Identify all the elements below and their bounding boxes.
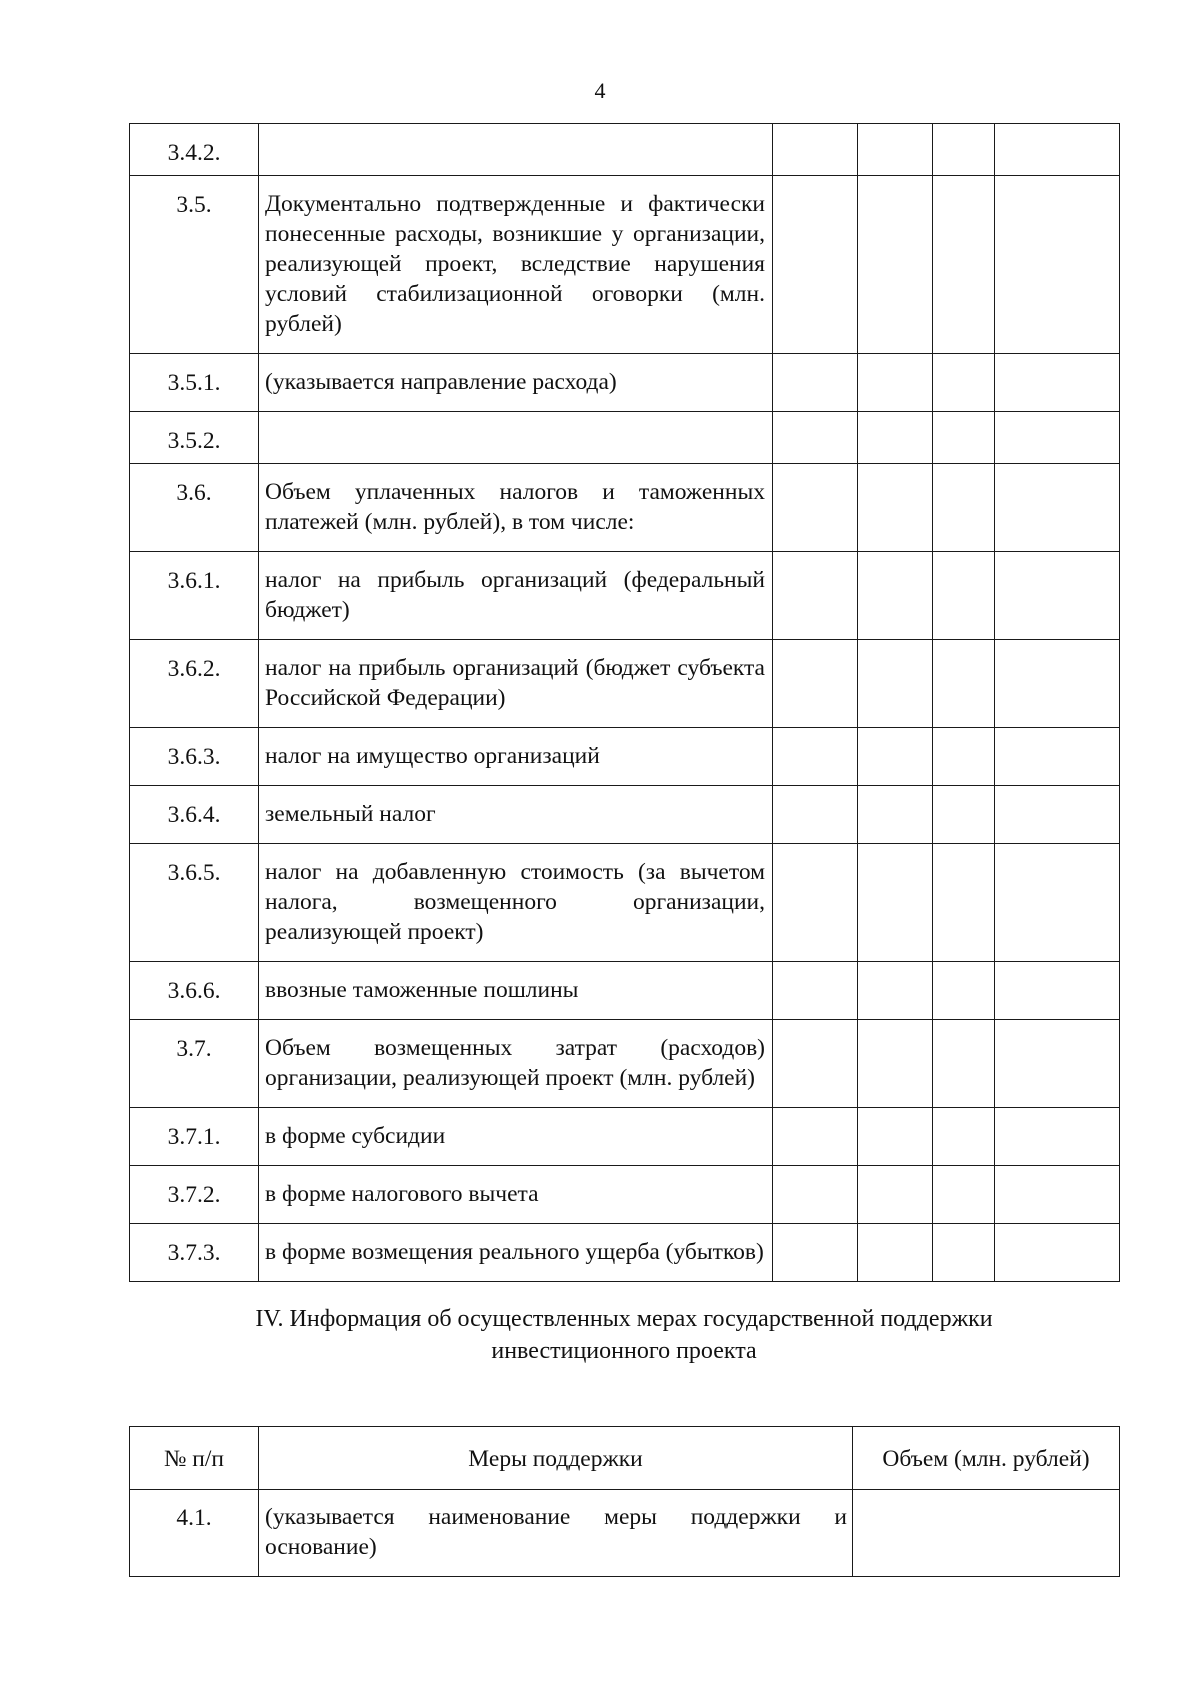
value-cell	[858, 464, 933, 552]
value-cell	[773, 1108, 858, 1166]
value-cell	[995, 412, 1120, 464]
value-cell	[773, 728, 858, 786]
value-cell	[933, 844, 995, 962]
row-number: 3.4.2.	[130, 124, 259, 176]
value-cell	[933, 1108, 995, 1166]
value-cell	[995, 1166, 1120, 1224]
value-cell	[995, 552, 1120, 640]
value-cell	[995, 728, 1120, 786]
value-cell	[995, 844, 1120, 962]
support-measures-table-body	[130, 1490, 1120, 1577]
row-description: Объем возмещенных затрат (расходов) организации, реализующей проект (млн. рублей)	[259, 1020, 773, 1108]
expenses-taxes-table-body	[130, 124, 1120, 1282]
section-iv-title-line2: инвестиционного проекта	[491, 1338, 757, 1364]
value-cell	[773, 176, 858, 354]
value-cell	[773, 464, 858, 552]
table-row	[130, 728, 1120, 786]
value-cell	[773, 844, 858, 962]
row-description	[259, 412, 773, 464]
value-cell	[995, 962, 1120, 1020]
value-cell	[858, 962, 933, 1020]
value-cell	[858, 640, 933, 728]
table-row	[130, 640, 1120, 728]
row-description: налог на прибыль организаций (федеральный бюджет)	[259, 552, 773, 640]
value-cell	[995, 1108, 1120, 1166]
row-number: 3.6.2.	[130, 640, 259, 728]
value-cell	[995, 176, 1120, 354]
header-measure: Меры поддержки	[259, 1427, 853, 1490]
table-row	[130, 962, 1120, 1020]
support-measure-description: (указывается наименование меры поддержки и основание)	[259, 1490, 853, 1577]
table-row	[130, 552, 1120, 640]
table-row	[130, 1490, 1120, 1577]
support-measures-table	[129, 1426, 1120, 1577]
table-row	[130, 1020, 1120, 1108]
value-cell	[995, 464, 1120, 552]
table-row	[130, 844, 1120, 962]
header-volume: Объем (млн. рублей)	[853, 1427, 1120, 1490]
value-cell	[773, 786, 858, 844]
row-description: Документально подтвержденные и фактически понесенные расходы, возникшие у организации, реализующей проект, вследствие нарушения условий стабилизационной оговорки (млн. рублей)	[259, 176, 773, 354]
value-cell	[858, 412, 933, 464]
row-number: 3.7.1.	[130, 1108, 259, 1166]
row-description: земельный налог	[259, 786, 773, 844]
row-description: (указывается направление расхода)	[259, 354, 773, 412]
value-cell	[933, 1224, 995, 1282]
value-cell	[773, 962, 858, 1020]
value-cell	[858, 728, 933, 786]
table-row	[130, 124, 1120, 176]
table-row	[130, 1108, 1120, 1166]
value-cell	[773, 412, 858, 464]
value-cell	[995, 786, 1120, 844]
row-number: 3.6.	[130, 464, 259, 552]
value-cell	[933, 354, 995, 412]
value-cell	[773, 354, 858, 412]
row-number: 3.6.6.	[130, 962, 259, 1020]
value-cell	[773, 1224, 858, 1282]
header-num: № п/п	[130, 1427, 259, 1490]
value-cell	[995, 1224, 1120, 1282]
value-cell	[933, 176, 995, 354]
value-cell	[858, 786, 933, 844]
value-cell	[933, 786, 995, 844]
value-cell	[995, 124, 1120, 176]
value-cell	[933, 1020, 995, 1108]
row-description: налог на имущество организаций	[259, 728, 773, 786]
value-cell	[858, 1166, 933, 1224]
row-number: 3.7.3.	[130, 1224, 259, 1282]
value-cell	[933, 412, 995, 464]
section-iv-title-line1: IV. Информация об осуществленных мерах государственной поддержки	[255, 1306, 993, 1332]
table-row	[130, 412, 1120, 464]
row-number: 3.6.1.	[130, 552, 259, 640]
value-cell	[773, 1166, 858, 1224]
row-number: 3.6.3.	[130, 728, 259, 786]
support-measures-header-row	[130, 1427, 1120, 1490]
expenses-taxes-table	[129, 123, 1120, 1282]
section-iv-title	[129, 1303, 1119, 1367]
value-cell	[858, 124, 933, 176]
table-row	[130, 176, 1120, 354]
table-row	[130, 464, 1120, 552]
value-cell	[933, 962, 995, 1020]
row-description: Объем уплаченных налогов и таможенных платежей (млн. рублей), в том числе:	[259, 464, 773, 552]
table-row	[130, 354, 1120, 412]
value-cell	[995, 354, 1120, 412]
value-cell	[858, 354, 933, 412]
page-number: 4	[594, 78, 606, 103]
value-cell	[995, 1020, 1120, 1108]
value-cell	[933, 124, 995, 176]
row-number: 3.5.2.	[130, 412, 259, 464]
value-cell	[995, 640, 1120, 728]
row-description: ввозные таможенные пошлины	[259, 962, 773, 1020]
table-row	[130, 1224, 1120, 1282]
value-cell	[933, 1166, 995, 1224]
value-cell	[773, 1020, 858, 1108]
row-number: 3.7.	[130, 1020, 259, 1108]
row-number: 3.5.	[130, 176, 259, 354]
value-cell	[858, 552, 933, 640]
row-description	[259, 124, 773, 176]
row-number: 4.1.	[130, 1490, 259, 1577]
value-cell	[933, 552, 995, 640]
value-cell	[858, 1224, 933, 1282]
row-description: в форме субсидии	[259, 1108, 773, 1166]
table-row	[130, 1166, 1120, 1224]
value-cell	[773, 124, 858, 176]
row-description: налог на добавленную стоимость (за вычетом налога, возмещенного организации, реализующей проект)	[259, 844, 773, 962]
value-cell	[858, 1020, 933, 1108]
row-number: 3.6.4.	[130, 786, 259, 844]
value-cell	[933, 464, 995, 552]
value-cell	[858, 1108, 933, 1166]
value-cell	[933, 640, 995, 728]
row-description: в форме возмещения реального ущерба (убытков)	[259, 1224, 773, 1282]
table-row	[130, 786, 1120, 844]
value-cell	[773, 640, 858, 728]
value-cell	[858, 844, 933, 962]
row-number: 3.7.2.	[130, 1166, 259, 1224]
row-number: 3.5.1.	[130, 354, 259, 412]
value-cell	[933, 728, 995, 786]
row-number: 3.6.5.	[130, 844, 259, 962]
value-cell	[773, 552, 858, 640]
row-description: в форме налогового вычета	[259, 1166, 773, 1224]
support-volume-cell	[853, 1490, 1120, 1577]
row-description: налог на прибыль организаций (бюджет субъекта Российской Федерации)	[259, 640, 773, 728]
value-cell	[858, 176, 933, 354]
